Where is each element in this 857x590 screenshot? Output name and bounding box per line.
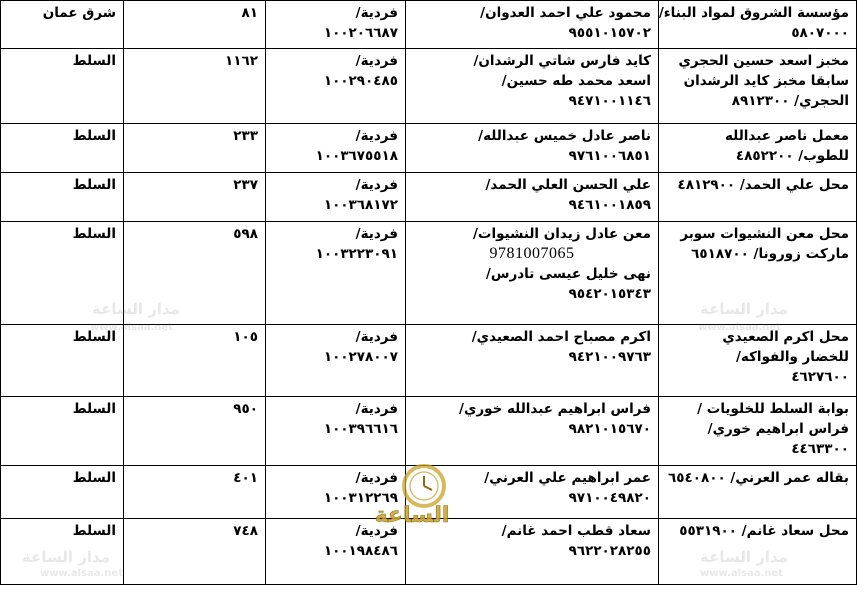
area-cell: السلط (1, 397, 124, 466)
owner-cell: ناصر عادل خميس عبدالله/ ٩٧٦١٠٠٦٨٥١ (406, 124, 659, 173)
svg-text:الساعة: الساعة (374, 503, 450, 528)
number-cell: ٥٩٨ (124, 222, 266, 325)
watermark-url: www.alsaa.net (698, 322, 781, 333)
table-row (1, 397, 857, 466)
watermark-url: www.alsaa.net (90, 322, 173, 333)
registry-cell: فردية/ ١٠٠١٩٨٤٨٦ (266, 519, 406, 585)
store-cell: مخبز اسعد حسين الحجري سابقا مخبز كايد الرشدان الحجري/ ٨٩١٢٣٠٠ (659, 49, 857, 124)
area-cell: السلط (1, 222, 124, 325)
watermark-text: مدار الساعة (700, 300, 788, 318)
area-cell: السلط (1, 466, 124, 519)
watermark-url: www.alsaa.net (40, 568, 123, 579)
store-cell: محل علي الحمد/ ٤٨١٢٩٠٠ (659, 173, 857, 222)
table-row (1, 325, 857, 397)
registry-cell: فردية/ ١٠٠٣٩٦٦١٦ (266, 397, 406, 466)
owner-cell: معن عادل زيدان النشيوات/ 9781007065 نهى خليل عيسى تادرس/ ٩٥٤٢٠١٥٣٤٣ (406, 222, 659, 325)
table-row (1, 519, 857, 585)
table-row (1, 222, 857, 325)
store-cell: محل اكرم الصعيدي للخضار والفواكه/ ٤٦٢٧٦٠٠ (659, 325, 857, 397)
registry-cell: فردية/ ١٠٠٣١٢٢٦٩ (266, 466, 406, 519)
owner-cell: كايد فارس شاتي الرشدان/ اسعد محمد طه حسين/ ٩٤٧١٠٠١١٤٦ (406, 49, 659, 124)
owner-cell: علي الحسن العلي الحمد/ ٩٤٦١٠٠١٨٥٩ (406, 173, 659, 222)
area-cell: السلط (1, 519, 124, 585)
registry-cell: فردية/ ١٠٠٢٩٠٤٨٥ (266, 49, 406, 124)
store-cell: محل معن النشيوات سوبر ماركت زورونا/ ٦٥١٨٧٠٠ (659, 222, 857, 325)
owner-cell: محمود علي احمد العدوان/ ٩٥٥١٠١٥٧٠٢ (406, 1, 659, 49)
area-cell: السلط (1, 124, 124, 173)
table-row (1, 1, 857, 49)
number-cell: ٢٣٧ (124, 173, 266, 222)
number-cell: ٤٠١ (124, 466, 266, 519)
area-cell: السلط (1, 325, 124, 397)
table-row (1, 124, 857, 173)
number-cell: ٨١ (124, 1, 266, 49)
owner-cell: فراس ابراهيم عبدالله خوري/ ٩٨٢١٠١٥٦٧٠ (406, 397, 659, 466)
registry-cell: فردية/ ١٠٠٣٢٢٣٠٩١ (266, 222, 406, 325)
number-cell: ٧٤٨ (124, 519, 266, 585)
number-cell: ١٠٥ (124, 325, 266, 397)
store-cell: بقاله عمر العرني/ ٦٥٤٠٨٠٠ (659, 466, 857, 519)
number-cell: ٢٣٣ (124, 124, 266, 173)
table-row (1, 466, 857, 519)
table-row (1, 173, 857, 222)
number-cell: ٩٥٠ (124, 397, 266, 466)
watermark-text: مدار الساعة (92, 300, 180, 318)
owner-cell: سعاد قطب احمد غانم/ ٩٦٢٢٠٢٨٢٥٥ (406, 519, 659, 585)
registry-cell: فردية/ ١٠٠٢٧٨٠٠٧ (266, 325, 406, 397)
store-cell: محل سعاد غانم/ ٥٥٣١٩٠٠ (659, 519, 857, 585)
area-cell: شرق عمان (1, 1, 124, 49)
registry-cell: فردية/ ١٠٠٢٠٦٦٨٧ (266, 1, 406, 49)
watermark-text: مدار الساعة (700, 548, 788, 566)
watermark-url: www.alsaa.net (700, 568, 783, 579)
number-cell: ١١٦٢ (124, 49, 266, 124)
owner-cell: اكرم مصباح احمد الصعيدي/ ٩٤٢١٠٠٩٧٦٣ (406, 325, 659, 397)
area-cell: السلط (1, 49, 124, 124)
watermark-text: مدار الساعة (22, 548, 110, 566)
registry-cell: فردية/ ١٠٠٣٦٧٥٥١٨ (266, 124, 406, 173)
store-cell: بوابة السلط للخلويات / فراس ابراهيم خوري/ ٤٤٦٣٣٠٠ (659, 397, 857, 466)
registry-cell: فردية/ ١٠٠٣٦٨١٧٢ (266, 173, 406, 222)
owner-cell: عمر ابراهيم علي العرني/ ٩٧١٠٠٤٩٨٢٠ (406, 466, 659, 519)
store-cell: مؤسسة الشروق لمواد البناء/ ٥٨٠٧٠٠٠ (659, 1, 857, 49)
area-cell: السلط (1, 173, 124, 222)
store-cell: معمل ناصر عبدالله للطوب/ ٤٨٥٢٢٠٠ (659, 124, 857, 173)
table-row (1, 49, 857, 124)
